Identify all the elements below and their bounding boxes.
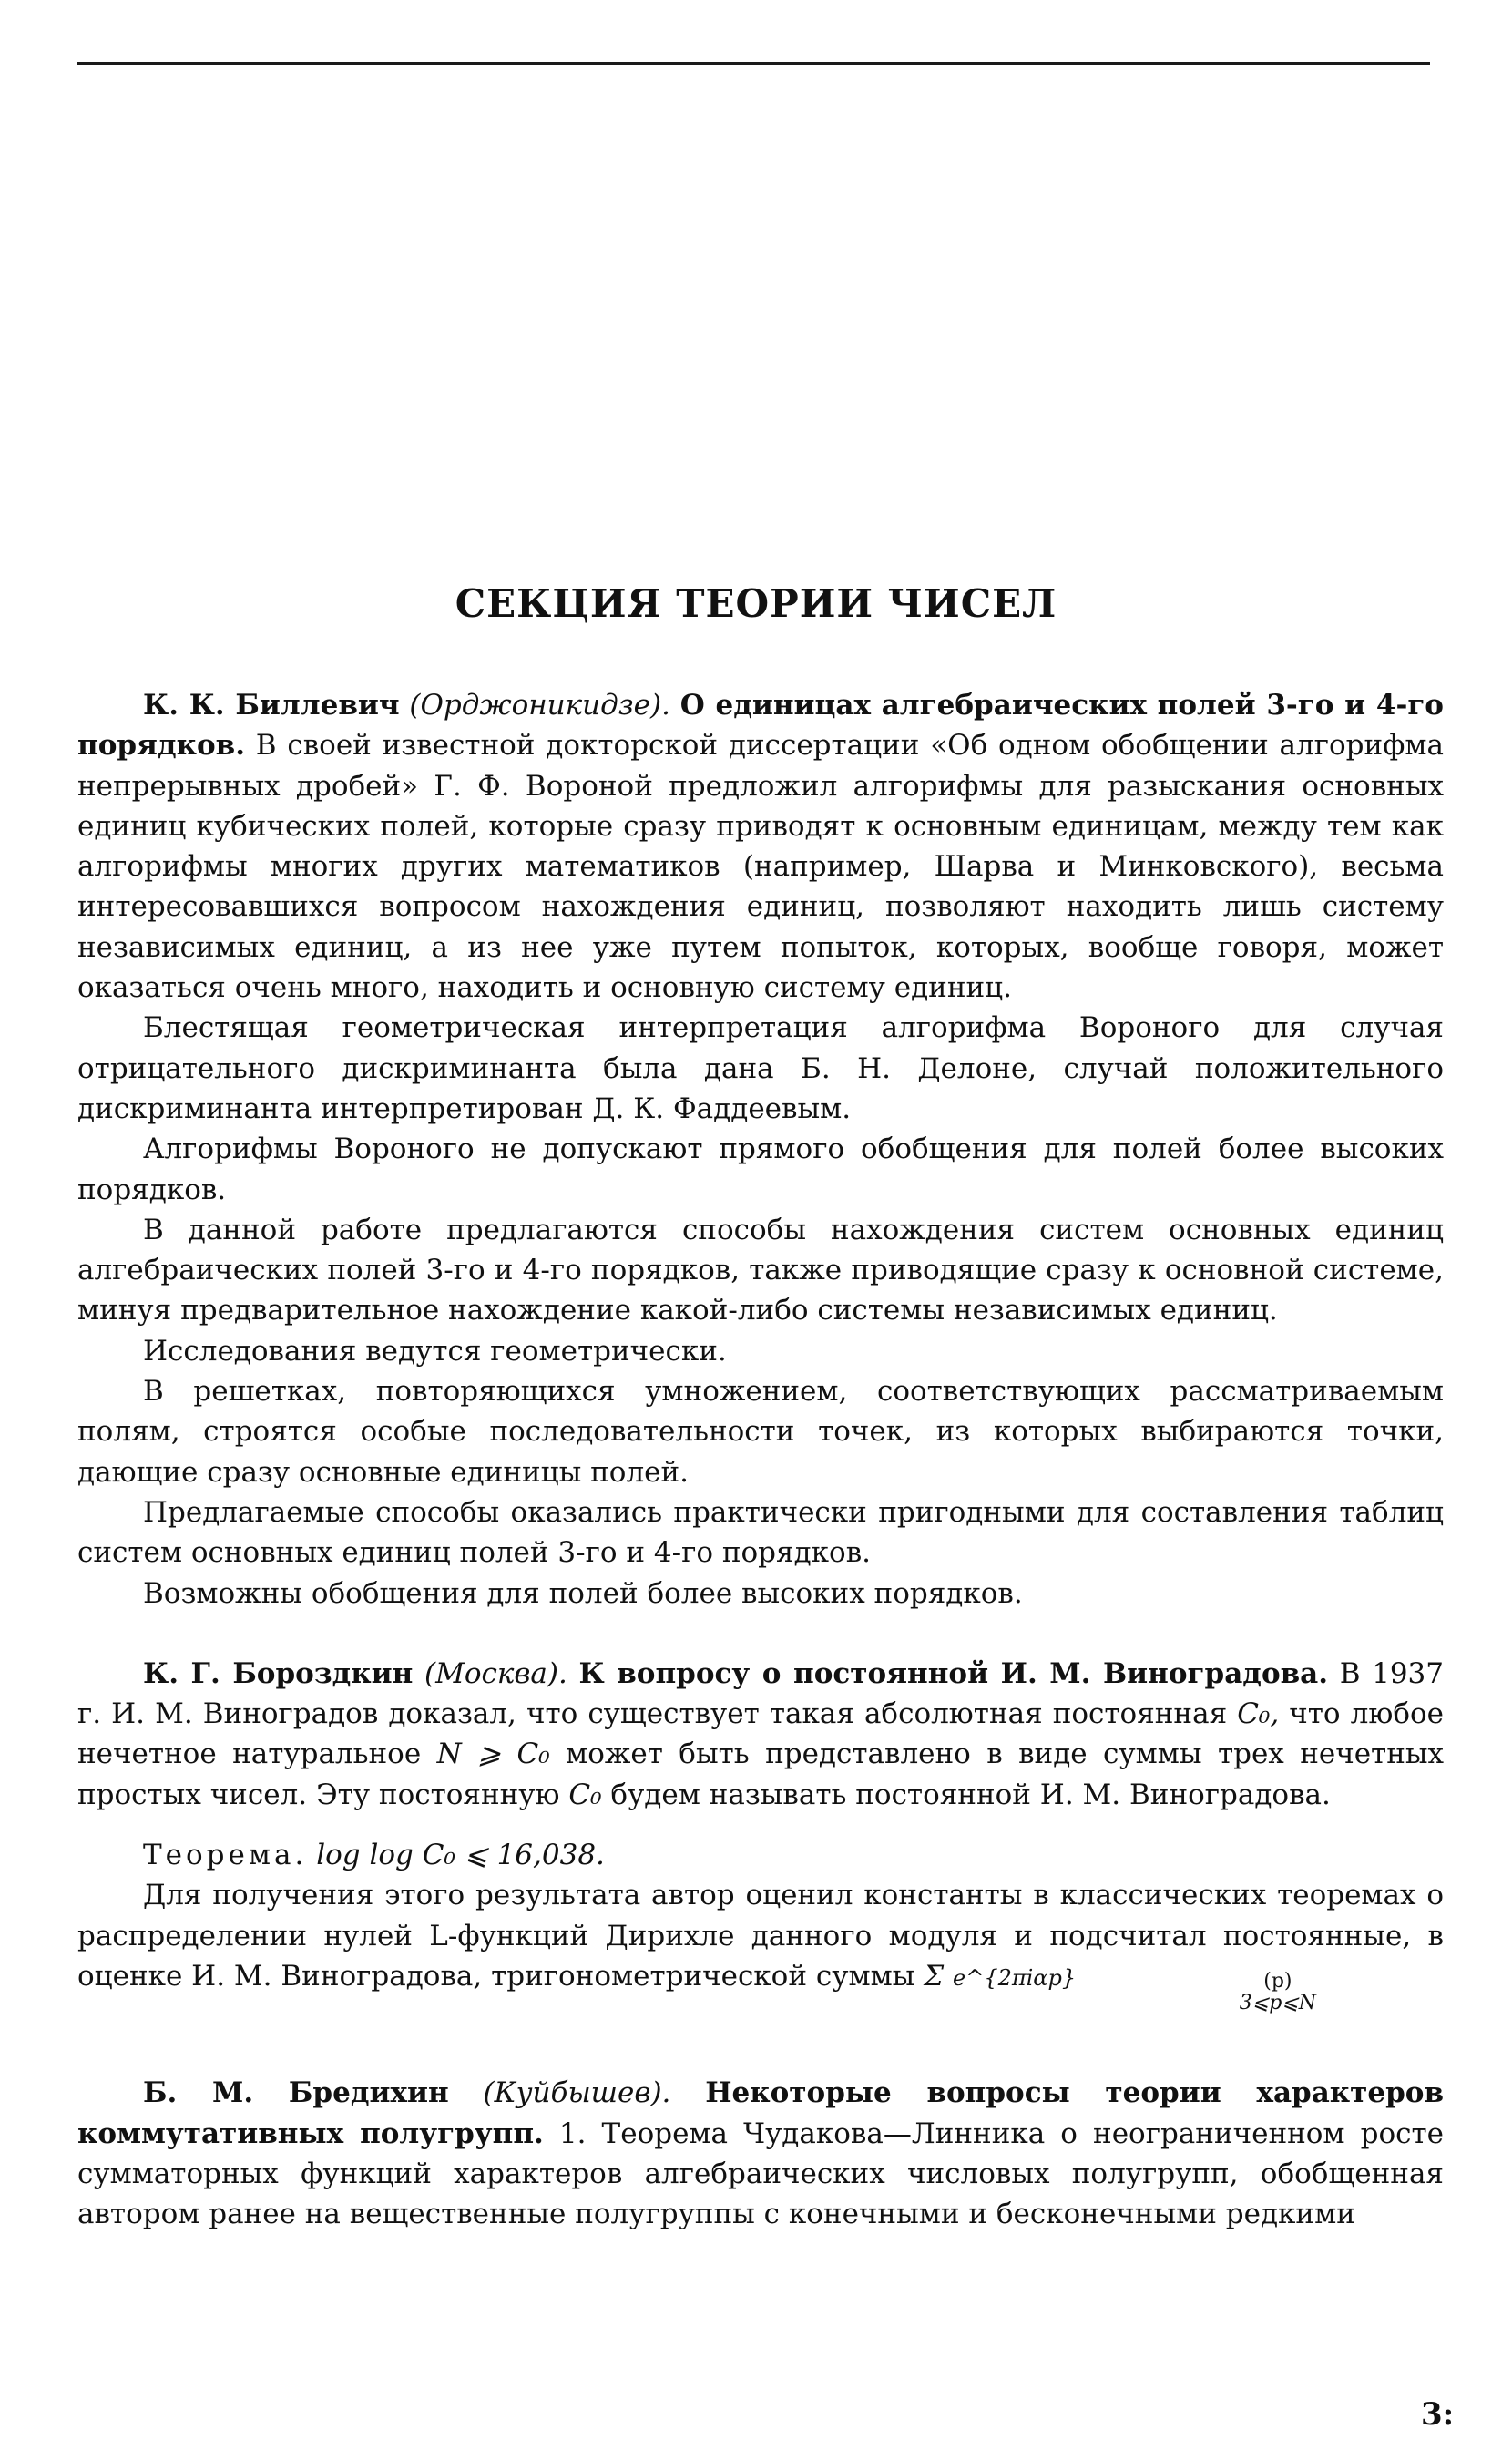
- article1-paragraph-2: Блестящая геометрическая интерпретация алгорифма Вороного для случая отрицательного дискриминанта была дана Б. Н. Делоне, случай положительного дискриминанта интерпретирован Д. К. Фаддеевым.: [77, 1011, 1444, 1125]
- article3-author: Б. М. Бредихин: [143, 2076, 449, 2110]
- article2-paragraph-2-text: Для получения этого результата автор оценил константы в классических теоремах о распределении нулей L-функций Дирихле данного модуля и подсчитал постоянные, в оценке И. М. Виноградова, тригонометрической суммы: [77, 1879, 1444, 1993]
- article2-text-d: будем называть постоянной И. М. Виноградова.: [610, 1778, 1331, 1811]
- article2-text-a: В 1937 г. И. М. Виноградов доказал, что существует такая абсолютная постоянная: [77, 1656, 1444, 1731]
- sum-index-formula: [1240, 1971, 1316, 2014]
- c0-symbol-2: C₀: [568, 1778, 602, 1811]
- article3-title: Некоторые вопросы теории характеров коммутативных полугрупп.: [77, 2076, 1445, 2150]
- theorem-line: [77, 1835, 1444, 1875]
- top-rule: [77, 62, 1430, 65]
- sum-range: 3⩽p⩽N: [1239, 1992, 1316, 2015]
- article2-title: К вопросу о постоянной И. М. Виноградова.: [578, 1656, 1329, 1690]
- theorem-label: Теорема.: [143, 1839, 308, 1872]
- article1-title: О единицах алгебраических полей 3-го и 4-го порядков.: [77, 689, 1444, 763]
- article2-author: К. Г. Бороздкин: [143, 1656, 414, 1690]
- spacer: [77, 1815, 1444, 1835]
- article1-paragraph-1: В своей известной докторской диссертации «Об одном обобщении алгорифма непрерывных дробей» Г. Ф. Вороной предложил алгорифмы для разыскания основных единиц кубических полей, которые сразу приводят к основным единицам, между тем как алгорифмы многих других математиков (например, Шарва и Минковского), весьма интересовавшихся вопросом нахождения единиц, позволяют находить лишь систему независимых единиц, а из нее уже путем попыток, которых, вообще говоря, может оказаться очень много, находить и основную систему единиц.: [77, 729, 1444, 1005]
- article1-paragraph-8: Возможны обобщения для полей более высоких порядков.: [143, 1576, 1023, 1610]
- article1-paragraph-6: В решетках, повторяющихся умножением, соответствующих рассматриваемым полям, строятся особые последовательности точек, из которых выбираются точки, дающие сразу основные единицы полей.: [77, 1375, 1444, 1489]
- sum-exponent: e^{2πiαp}: [953, 1964, 1077, 1991]
- article2-intro-paragraph: [77, 1654, 1444, 1815]
- spacer: [77, 1614, 1444, 1654]
- spacer: [77, 2053, 1444, 2073]
- page-number: 3:: [1421, 2396, 1455, 2433]
- article1-paragraph-3: Алгорифмы Вороного не допускают прямого обобщения для полей более высоких порядков.: [77, 1133, 1444, 1206]
- sum-symbol: Σ: [924, 1959, 945, 1993]
- n-ge-c0-formula: N ⩾ C₀: [436, 1737, 550, 1771]
- article3-intro-paragraph: [77, 2073, 1444, 2234]
- c0-symbol: C₀,: [1237, 1697, 1280, 1731]
- article1-intro-paragraph: [77, 685, 1444, 1008]
- main-text: [77, 685, 1444, 2234]
- article3-paragraph-1: 1. Теорема Чудакова—Линника о неограниченном росте сумматорных функций характеров алгебраических числовых полугрупп, обобщенная автором ранее на вещественные полугруппы с конечными и бесконечными редкими: [77, 2117, 1444, 2231]
- article2-text-c: может быть представлено в виде суммы трех нечетных простых чисел. Эту постоянную: [77, 1737, 1445, 1811]
- article2-place: (Москва).: [424, 1656, 567, 1690]
- section-heading: СЕКЦИЯ ТЕОРИИ ЧИСЕЛ: [455, 581, 1057, 626]
- sum-index: (p): [1263, 1970, 1292, 1994]
- theorem-formula: log log C₀ ⩽ 16,038.: [316, 1839, 605, 1872]
- article1-place: (Орджоникидзе).: [409, 689, 670, 722]
- article2-text-b: что любое нечетное натуральное: [77, 1697, 1444, 1771]
- article1-paragraph-7: Предлагаемые способы оказались практически пригодными для составления таблиц систем основных единиц полей 3-го и 4-го порядков.: [77, 1495, 1444, 1570]
- article1-paragraph-5: Исследования ведутся геометрически.: [143, 1334, 727, 1368]
- article3-place: (Куйбышев).: [483, 2076, 671, 2110]
- article1-author: К. К. Биллевич: [143, 689, 400, 722]
- article1-paragraph-4: В данной работе предлагаются способы нахождения систем основных единиц алгебраических полей 3-го и 4-го порядков, также приводящие сразу к основной системе, минуя предварительное нахождение какой-либо системы независимых единиц.: [77, 1213, 1444, 1327]
